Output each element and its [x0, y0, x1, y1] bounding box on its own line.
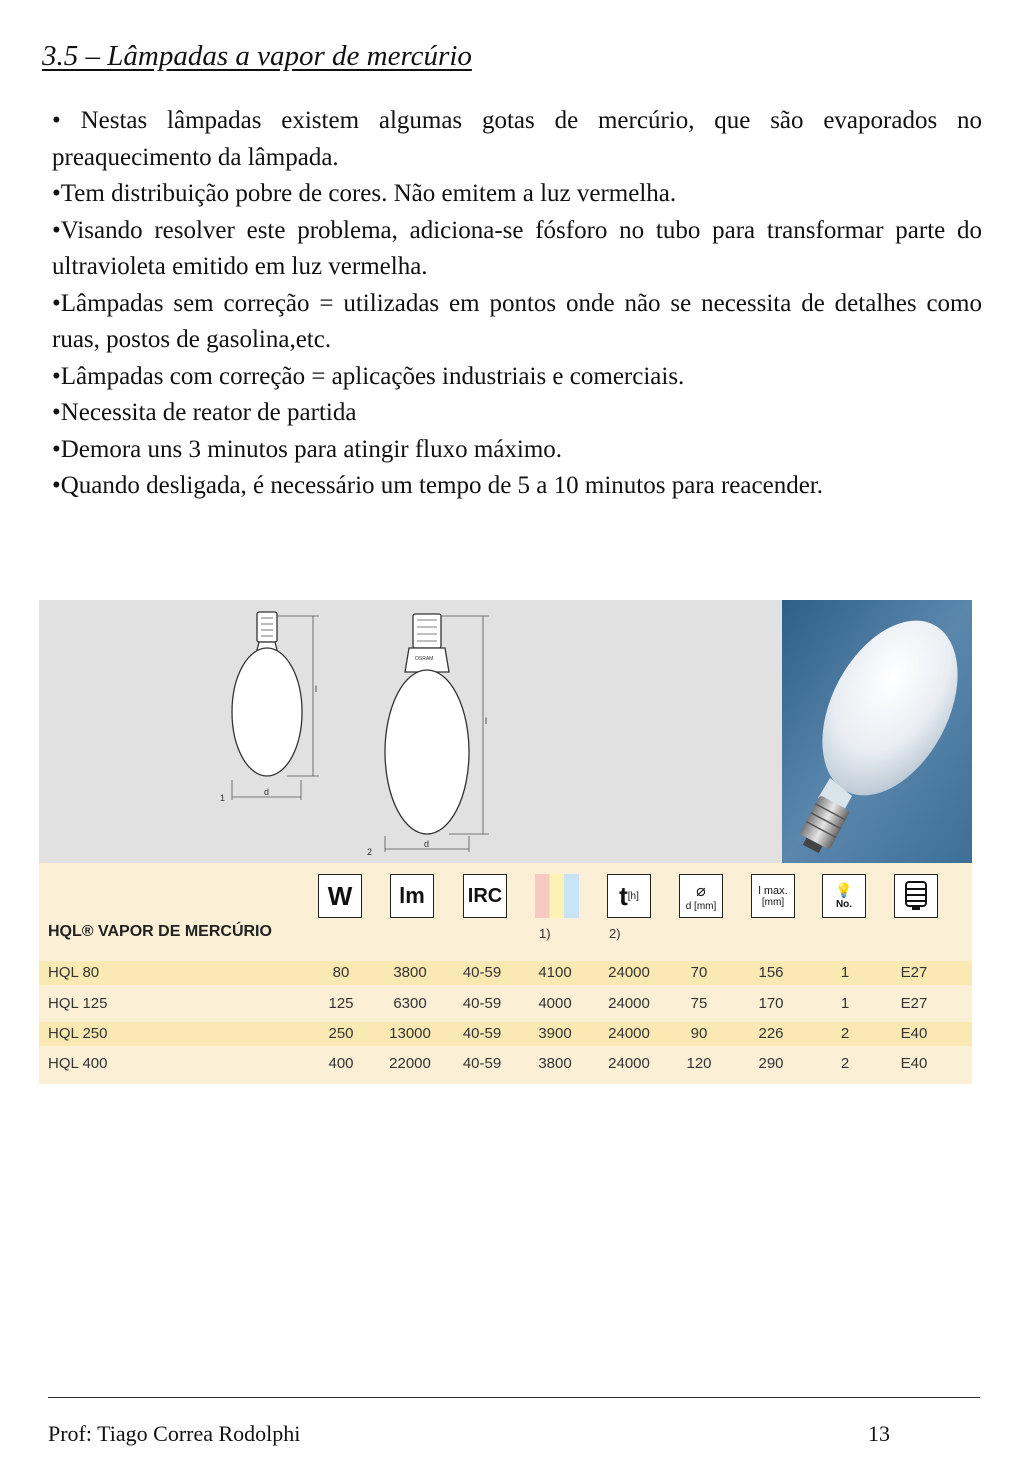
bullet-item: •Demora uns 3 minutos para atingir fluxo máximo. [52, 435, 563, 463]
lumens-icon: lm [390, 874, 434, 918]
table-row: HQL 400 400 22000 40-59 3800 24000 120 290 2 E40 [48, 1055, 928, 1072]
lamp2-number: 2 [367, 847, 373, 857]
table-row: HQL 80 80 3800 40-59 4100 24000 70 156 1 E27 [39, 961, 972, 985]
note-color-temp: 1) [539, 926, 551, 941]
brand-text: OSRAM [415, 656, 434, 662]
lamp2-dim-l: l [485, 716, 487, 726]
hours-icon: t [h] [607, 874, 651, 918]
table-row: HQL 125 125 6300 40-59 4000 24000 75 170 1 E27 [48, 995, 928, 1012]
lamp-base-icon [894, 874, 938, 918]
note-life: 2) [609, 926, 621, 941]
bullet-item: •Lâmpadas com correção = aplicações industriais e comerciais. [52, 362, 685, 390]
section-title: 3.5 – Lâmpadas a vapor de mercúrio [42, 40, 472, 72]
color-temperature-icon [535, 874, 579, 918]
diameter-icon: ⌀ d [mm] [679, 874, 723, 918]
bullet-list [52, 103, 982, 505]
bullet-item: • Nestas lâmpadas existem algumas gotas de mercúrio, que são evaporados no preaquecimento da lâmpada. [52, 107, 982, 171]
lamp1-number: 1 [220, 793, 226, 803]
lamp1-dim-l: l [315, 684, 317, 694]
footer-author: Prof: Tiago Correa Rodolphi [48, 1421, 301, 1446]
lamp1-dim-d: d [264, 787, 270, 797]
lamp-outline-drawings [39, 600, 782, 863]
lamp-figure [39, 600, 972, 1084]
bullet-item: •Necessita de reator de partida [52, 399, 357, 426]
table-row: HQL 250 250 13000 40-59 3900 24000 90 226 2 E40 [39, 1022, 972, 1046]
lamp-spec-table [39, 863, 972, 1084]
bullet-item: •Lâmpadas sem correção = utilizadas em pontos onde não se necessita de detalhes como ruas, postos de gasolina,etc. [52, 289, 982, 353]
length-icon: l max. [mm] [751, 874, 795, 918]
page-number: 13 [868, 1421, 890, 1446]
lamp2-dim-d: d [424, 839, 430, 849]
table-title: HQL® VAPOR DE MERCÚRIO [48, 923, 272, 940]
bullet-item: •Quando desligada, é necessário um tempo de 5 a 10 minutos para reacender. [52, 472, 823, 499]
footer-divider [48, 1397, 980, 1398]
irc-icon: IRC [463, 874, 507, 918]
lamp-photo [782, 600, 972, 863]
watts-icon: W [318, 874, 362, 918]
lamp-drawing-number-icon: 💡 No. [822, 874, 866, 918]
bullet-item: •Tem distribuição pobre de cores. Não emitem a luz vermelha. [52, 180, 677, 207]
lamp-dimension-diagram [39, 600, 782, 863]
bullet-item: •Visando resolver este problema, adiciona-se fósforo no tubo para transformar parte do ultravioleta emitido em luz vermelha. [52, 216, 982, 280]
